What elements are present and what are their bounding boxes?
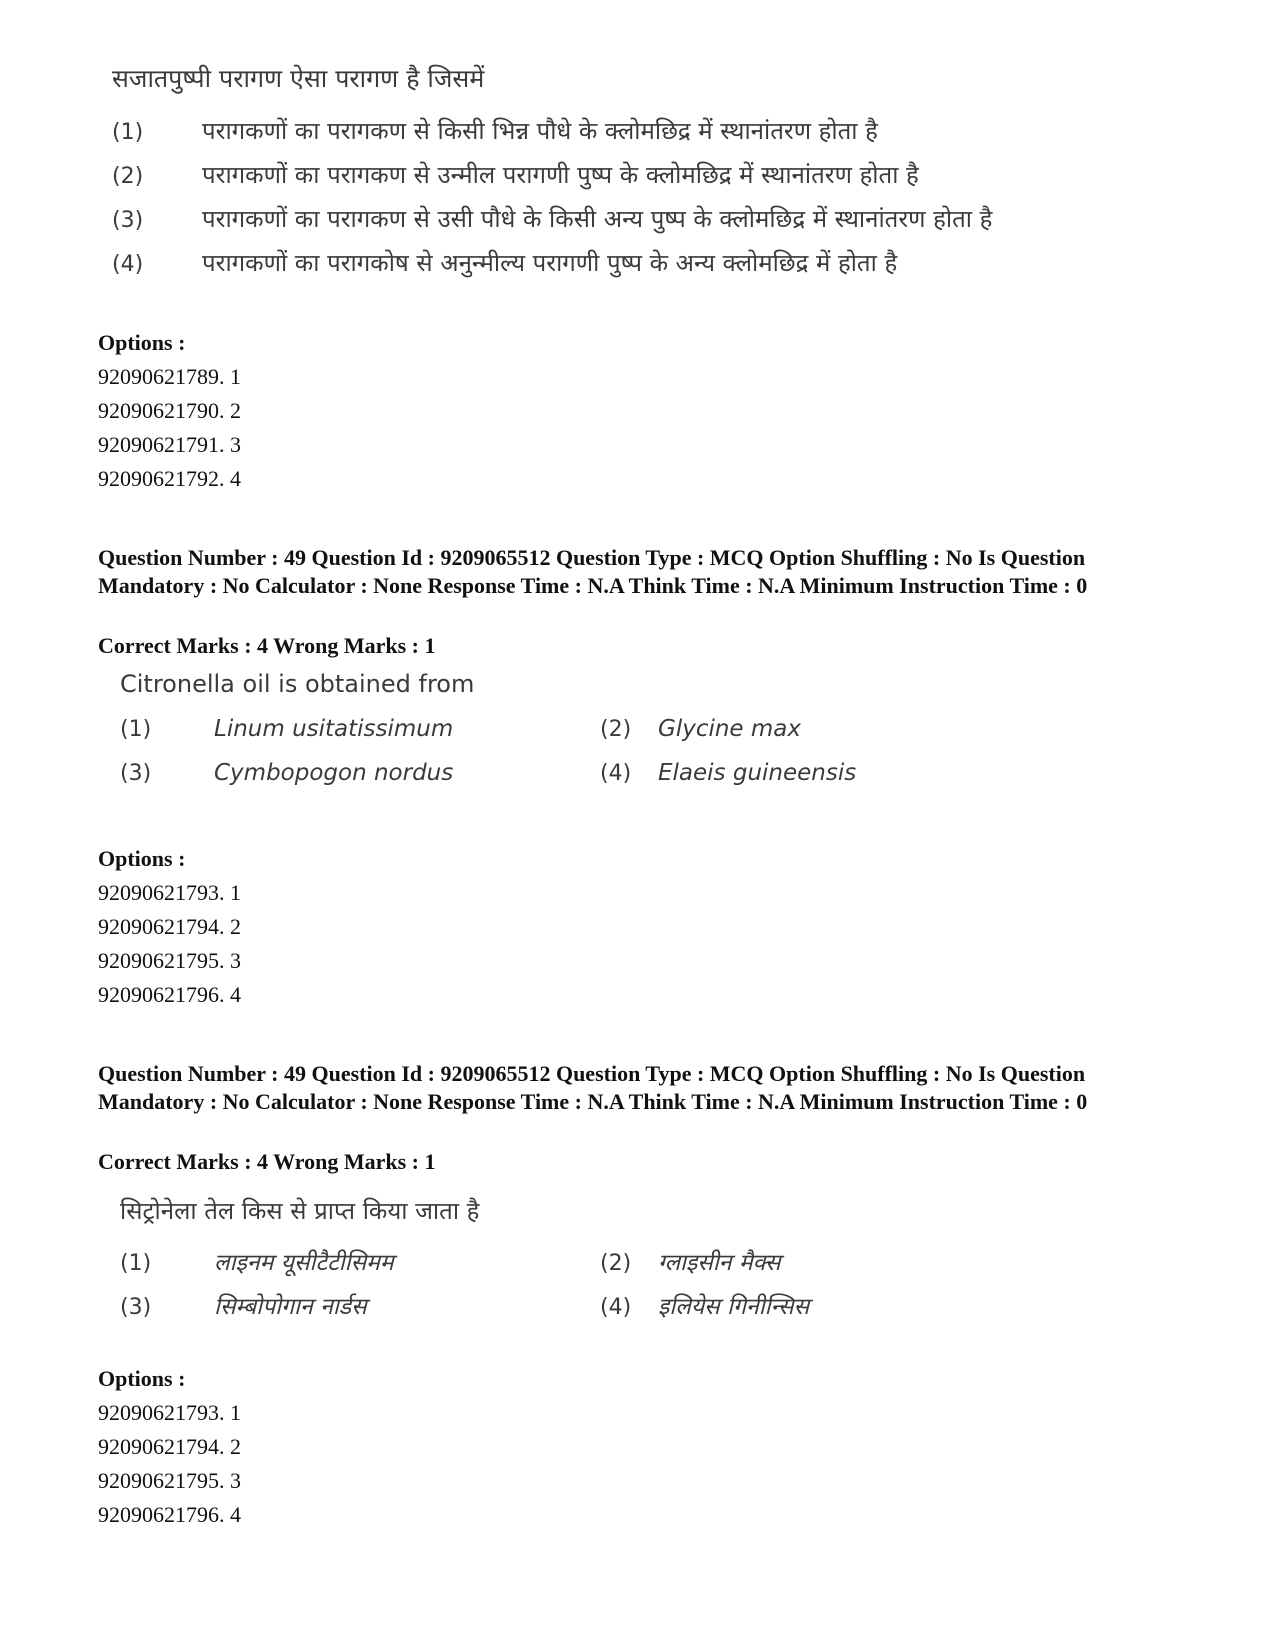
options-heading: Options :	[98, 846, 186, 871]
choice-text: Elaeis guineensis	[658, 760, 857, 786]
option-id: 92090621791. 3	[98, 432, 241, 457]
choice-text: Cymbopogon nordus	[214, 760, 454, 786]
choice-number: (1)	[120, 1251, 152, 1276]
options-list	[98, 842, 241, 1012]
choice-text: परागकणों का परागकोष से अनुन्मील्य परागणी पुष्प के अन्य क्लोमछिद्र में होता है	[202, 249, 898, 277]
option-id: 92090621794. 2	[98, 914, 241, 939]
choice-text: इलियेस गिनीन्सिस	[658, 1294, 810, 1320]
marks-line: Correct Marks : 4 Wrong Marks : 1	[98, 1149, 436, 1174]
choice-number: (3)	[120, 1295, 152, 1320]
question-stem: सजातपुष्पी परागण ऐसा परागण है जिसमें	[112, 64, 485, 93]
question-meta: Question Number : 49 Question Id : 9209065512 Question Type : MCQ Option Shuffling : No Is Question Mandatory : No Calculator : None Response Time : N.A Think Time : N.A Minimum Instruction Time : 0	[98, 1061, 1088, 1114]
option-id: 92090621789. 1	[98, 364, 241, 389]
hindi-question-2	[120, 1194, 809, 1333]
answer-choice	[112, 202, 992, 246]
answer-choice-row	[120, 1245, 809, 1289]
answer-choice-row	[120, 716, 856, 760]
choice-number: (1)	[120, 717, 152, 742]
choice-text: सिम्बोपोगान नार्डस	[214, 1294, 367, 1320]
option-id: 92090621795. 3	[98, 1468, 241, 1493]
options-heading: Options :	[98, 330, 186, 355]
choice-number: (2)	[600, 717, 632, 742]
question-stem: Citronella oil is obtained from	[120, 670, 475, 698]
choice-text: Glycine max	[658, 716, 802, 742]
choice-number: (2)	[600, 1251, 632, 1276]
answer-choice	[112, 114, 992, 158]
option-id: 92090621790. 2	[98, 398, 241, 423]
options-list	[98, 326, 241, 496]
choice-text: परागकणों का परागकण से उसी पौधे के किसी अन्य पुष्प के क्लोमछिद्र में स्थानांतरण होता है	[202, 205, 993, 233]
choice-number: (2)	[112, 164, 144, 189]
choice-number: (3)	[112, 208, 144, 233]
question-meta: Question Number : 49 Question Id : 9209065512 Question Type : MCQ Option Shuffling : No Is Question Mandatory : No Calculator : None Response Time : N.A Think Time : N.A Minimum Instruction Time : 0	[98, 545, 1088, 598]
option-id: 92090621793. 1	[98, 880, 241, 905]
choice-text: ग्लाइसीन मैक्स	[658, 1250, 781, 1276]
choice-text: परागकणों का परागकण से किसी भिन्न पौधे के क्लोमछिद्र में स्थानांतरण होता है	[202, 117, 878, 145]
marks-line: Correct Marks : 4 Wrong Marks : 1	[98, 633, 436, 658]
choice-text: Linum usitatissimum	[214, 716, 454, 742]
options-heading: Options :	[98, 1366, 186, 1391]
option-id: 92090621795. 3	[98, 948, 241, 973]
answer-choice	[112, 246, 992, 290]
option-id: 92090621794. 2	[98, 1434, 241, 1459]
choice-number: (3)	[120, 761, 152, 786]
choice-number: (4)	[600, 1295, 632, 1320]
options-list	[98, 1362, 241, 1532]
answer-choice-row	[120, 760, 856, 804]
option-id: 92090621792. 4	[98, 466, 241, 491]
choice-number: (4)	[600, 761, 632, 786]
question-stem: सिट्रोनेला तेल किस से प्राप्त किया जाता है	[120, 1197, 480, 1225]
choice-number: (1)	[112, 120, 144, 145]
option-id: 92090621796. 4	[98, 982, 241, 1007]
hindi-question-1	[112, 62, 992, 290]
answer-choice-row	[120, 1289, 809, 1333]
option-id: 92090621793. 1	[98, 1400, 241, 1425]
choice-text: परागकणों का परागकण से उन्मील परागणी पुष्प के क्लोमछिद्र में स्थानांतरण होता है	[202, 161, 919, 189]
choice-text: लाइनम यूसीटैटीसिमम	[214, 1250, 394, 1276]
answer-choice	[112, 158, 992, 202]
english-question	[120, 670, 856, 804]
choice-number: (4)	[112, 252, 144, 277]
option-id: 92090621796. 4	[98, 1502, 241, 1527]
